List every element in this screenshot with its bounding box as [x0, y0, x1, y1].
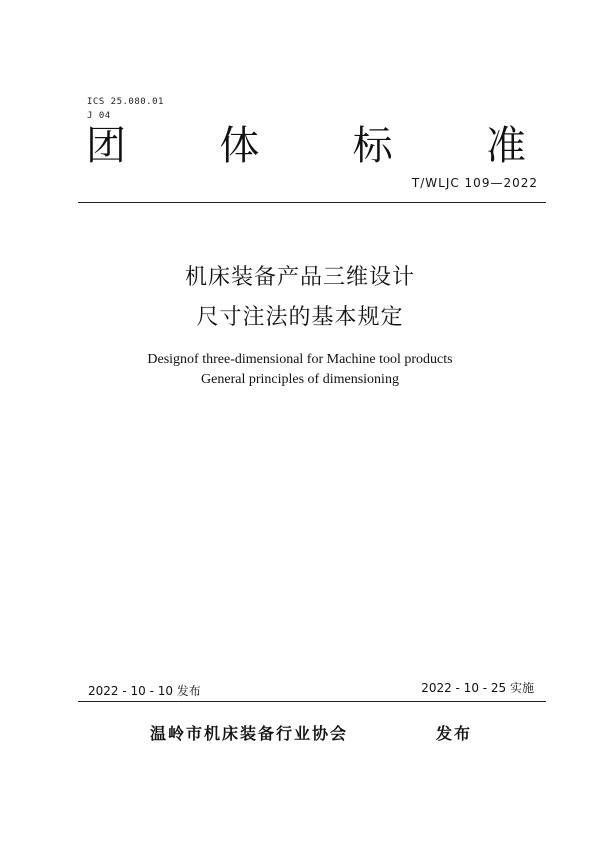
- publish-label: 发布: [436, 724, 473, 743]
- standard-number: T/WLJC 109—2022: [411, 176, 538, 190]
- top-divider: [78, 202, 546, 203]
- english-title-line-1: Designof three-dimensional for Machine tool products: [147, 352, 453, 367]
- publisher-name: 温岭市机床装备行业协会: [150, 724, 349, 743]
- standard-type-char: 准: [485, 123, 526, 169]
- ics-code: ICS 25.080.01: [87, 97, 164, 107]
- standard-type-char: 体: [219, 123, 260, 169]
- bottom-divider: [78, 701, 546, 702]
- standard-type-char: 团: [86, 123, 126, 169]
- chinese-title-line-1: 机床装备产品三维设计: [184, 265, 415, 290]
- english-title-line-2: General principles of dimensioning: [201, 372, 399, 387]
- standard-type-char: 标: [352, 123, 393, 169]
- ccs-code: J 04: [87, 111, 111, 121]
- implement-date: 2022 - 10 - 25 实施: [421, 681, 534, 695]
- standard-type-heading: [86, 122, 526, 170]
- publish-date: 2022 - 10 - 10 发布: [88, 684, 201, 698]
- chinese-title-line-2: 尺寸注法的基本规定: [196, 305, 404, 330]
